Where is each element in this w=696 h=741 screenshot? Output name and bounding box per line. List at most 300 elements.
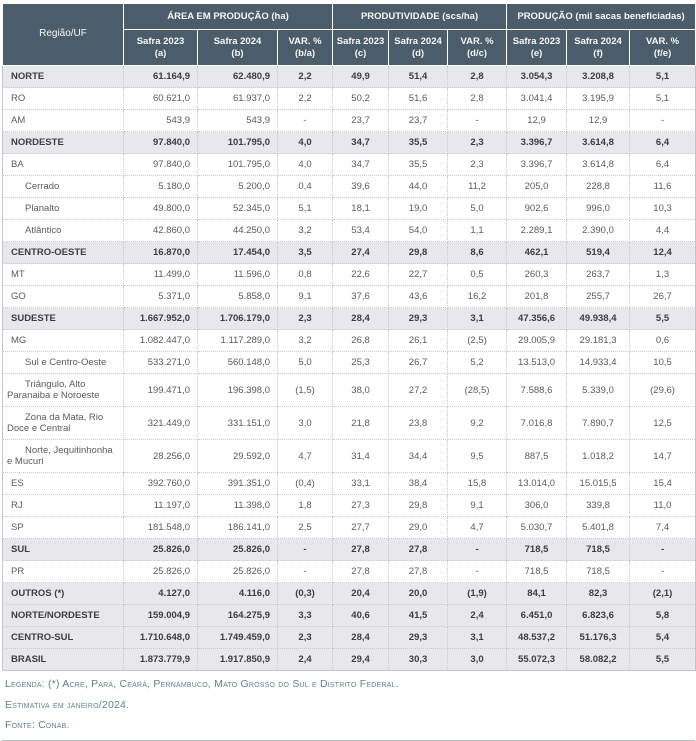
value-cell: 18,1 (333, 198, 389, 220)
value-cell: 718,5 (567, 561, 630, 583)
column-header-0-0: Safra 2023 (a) (124, 30, 198, 66)
value-cell: 40,6 (333, 605, 389, 627)
value-cell: 2,2 (278, 88, 333, 110)
value-cell: 5.858,0 (198, 286, 278, 308)
value-cell: 339,8 (567, 495, 630, 517)
value-cell: 12,4 (630, 242, 696, 264)
row-label: SUDESTE (3, 308, 124, 330)
value-cell: 14.933,4 (567, 352, 630, 374)
value-cell: 29,3 (389, 627, 448, 649)
row-label: Norte, Jequitinhonha e Mucuri (3, 440, 124, 473)
value-cell: 22,7 (389, 264, 448, 286)
table-row (3, 473, 696, 495)
value-cell: - (448, 539, 507, 561)
value-cell: 5.371,0 (124, 286, 198, 308)
value-cell: 25.826,0 (124, 539, 198, 561)
value-cell: 26,7 (389, 352, 448, 374)
column-header-0-2: VAR. % (b/a) (278, 30, 333, 66)
value-cell: 22,6 (333, 264, 389, 286)
value-cell: 543,9 (124, 110, 198, 132)
table-row (3, 176, 696, 198)
value-cell: 27,8 (333, 539, 389, 561)
value-cell: 101.795,0 (198, 132, 278, 154)
value-cell: 391.351,0 (198, 473, 278, 495)
value-cell: 14,7 (630, 440, 696, 473)
value-cell: 23,7 (333, 110, 389, 132)
value-cell: - (278, 561, 333, 583)
value-cell: 181.548,0 (124, 517, 198, 539)
column-header-1-2: VAR. % (d/c) (448, 30, 507, 66)
value-cell: 2.390,0 (567, 220, 630, 242)
value-cell: 28.256,0 (124, 440, 198, 473)
value-cell: 23,7 (389, 110, 448, 132)
value-cell: 4,4 (630, 220, 696, 242)
value-cell: 0,4 (278, 176, 333, 198)
value-cell: - (630, 561, 696, 583)
table-row (3, 110, 696, 132)
value-cell: 1.917.850,9 (198, 649, 278, 671)
value-cell: 27,7 (333, 517, 389, 539)
estimate-note: Estimativa em janeiro/2024. (5, 698, 130, 711)
value-cell: 82,3 (567, 583, 630, 605)
value-cell: 30,3 (389, 649, 448, 671)
value-cell: 3.208,8 (567, 66, 630, 88)
value-cell: 4,7 (448, 517, 507, 539)
value-cell: 3,0 (278, 407, 333, 440)
value-cell: 10,5 (630, 352, 696, 374)
value-cell: 29,3 (389, 308, 448, 330)
table-row (3, 495, 696, 517)
value-cell: 1.706.179,0 (198, 308, 278, 330)
value-cell: 7.588,6 (507, 374, 567, 407)
row-label: SP (3, 517, 124, 539)
value-cell: 5,2 (448, 352, 507, 374)
table-row (3, 154, 696, 176)
value-cell: 718,5 (567, 539, 630, 561)
value-cell: 34,7 (333, 132, 389, 154)
value-cell: 5.401,8 (567, 517, 630, 539)
table-row (3, 407, 696, 440)
row-label: RJ (3, 495, 124, 517)
value-cell: - (630, 539, 696, 561)
value-cell: 11.197,0 (124, 495, 198, 517)
value-cell: 28,4 (333, 627, 389, 649)
value-cell: 718,5 (507, 539, 567, 561)
value-cell: 3.041,4 (507, 88, 567, 110)
value-cell: 255,7 (567, 286, 630, 308)
value-cell: 10,3 (630, 198, 696, 220)
value-cell: 7.890,7 (567, 407, 630, 440)
value-cell: 34,7 (333, 154, 389, 176)
coffee-production-table (2, 3, 696, 671)
value-cell: 42.860,0 (124, 220, 198, 242)
value-cell: 3.396,7 (507, 132, 567, 154)
value-cell: 5.200,0 (198, 176, 278, 198)
value-cell: 4.127,0 (124, 583, 198, 605)
value-cell: 196.398,0 (198, 374, 278, 407)
value-cell: 2,4 (448, 605, 507, 627)
value-cell: 49.938,4 (567, 308, 630, 330)
value-cell: 6.451,0 (507, 605, 567, 627)
value-cell: 33,1 (333, 473, 389, 495)
value-cell: (0,3) (278, 583, 333, 605)
value-cell: 16,2 (448, 286, 507, 308)
row-label: ES (3, 473, 124, 495)
value-cell: 2,5 (278, 517, 333, 539)
value-cell: 199.471,0 (124, 374, 198, 407)
value-cell: 9,5 (448, 440, 507, 473)
value-cell: - (278, 539, 333, 561)
value-cell: 201,8 (507, 286, 567, 308)
value-cell: (2,1) (630, 583, 696, 605)
value-cell: 51.176,3 (567, 627, 630, 649)
table-row (3, 374, 696, 407)
value-cell: 35,5 (389, 132, 448, 154)
table-row (3, 627, 696, 649)
value-cell: 0,5 (448, 264, 507, 286)
row-label: GO (3, 286, 124, 308)
column-header-2-0: Safra 2023 (e) (507, 30, 567, 66)
source-note: Fonte: Conab. (5, 719, 70, 732)
value-cell: 1,1 (448, 220, 507, 242)
group-header-production: PRODUÇÃO (mil sacas beneficiadas) (507, 4, 696, 30)
value-cell: 3,0 (448, 649, 507, 671)
value-cell: (29,6) (630, 374, 696, 407)
row-label: NORDESTE (3, 132, 124, 154)
value-cell: 560.148,0 (198, 352, 278, 374)
value-cell: 5.030,7 (507, 517, 567, 539)
row-label: BRASIL (3, 649, 124, 671)
value-cell: (1,9) (448, 583, 507, 605)
value-cell: 996,0 (567, 198, 630, 220)
value-cell: 260,3 (507, 264, 567, 286)
table-footnotes (5, 678, 695, 733)
row-label: Triângulo, Alto Paranaiba e Noroeste (3, 374, 124, 407)
value-cell: 1.117.289,0 (198, 330, 278, 352)
value-cell: 4,0 (278, 154, 333, 176)
value-cell: 52.345,0 (198, 198, 278, 220)
table-row (3, 132, 696, 154)
value-cell: 2,4 (278, 649, 333, 671)
value-cell: 9,2 (448, 407, 507, 440)
value-cell: 47.356,6 (507, 308, 567, 330)
value-cell: 20,4 (333, 583, 389, 605)
value-cell: 4,0 (278, 132, 333, 154)
value-cell: 718,5 (507, 561, 567, 583)
value-cell: 38,4 (389, 473, 448, 495)
value-cell: 97.840,0 (124, 132, 198, 154)
table-row (3, 198, 696, 220)
value-cell: 20,0 (389, 583, 448, 605)
value-cell: 38,0 (333, 374, 389, 407)
value-cell: 3,1 (448, 627, 507, 649)
value-cell: 62.480,9 (198, 66, 278, 88)
value-cell: 15,8 (448, 473, 507, 495)
value-cell: 54,0 (389, 220, 448, 242)
column-header-2-2: VAR. % (f/e) (630, 30, 696, 66)
value-cell: 49.800,0 (124, 198, 198, 220)
table-row (3, 583, 696, 605)
table-row (3, 66, 696, 88)
value-cell: 321.449,0 (124, 407, 198, 440)
value-cell: 0,8 (278, 264, 333, 286)
value-cell: 3,2 (278, 220, 333, 242)
table-row (3, 561, 696, 583)
value-cell: 13.513,0 (507, 352, 567, 374)
table-row (3, 220, 696, 242)
value-cell: 43,6 (389, 286, 448, 308)
value-cell: 3,1 (448, 308, 507, 330)
value-cell: 55.072,3 (507, 649, 567, 671)
value-cell: 5.339,0 (567, 374, 630, 407)
value-cell: 27,4 (333, 242, 389, 264)
value-cell: 5,1 (278, 198, 333, 220)
value-cell: 205,0 (507, 176, 567, 198)
table-row (3, 352, 696, 374)
value-cell: 27,8 (389, 561, 448, 583)
value-cell: 48.537,2 (507, 627, 567, 649)
value-cell: 1.873.779,9 (124, 649, 198, 671)
value-cell: 13.014,0 (507, 473, 567, 495)
value-cell: 3.396,7 (507, 154, 567, 176)
value-cell: 2,8 (448, 88, 507, 110)
row-label: Atlântico (3, 220, 124, 242)
value-cell: 39,6 (333, 176, 389, 198)
group-header-productivity: PRODUTIVIDADE (scs/ha) (333, 4, 507, 30)
value-cell: 26,7 (630, 286, 696, 308)
value-cell: 15.015,5 (567, 473, 630, 495)
value-cell: 6,4 (630, 154, 696, 176)
value-cell: 5,4 (630, 627, 696, 649)
value-cell: 15,4 (630, 473, 696, 495)
table-row (3, 605, 696, 627)
row-label: NORTE (3, 66, 124, 88)
value-cell: 2,3 (448, 154, 507, 176)
value-cell: 3,5 (278, 242, 333, 264)
value-cell: 164.275,9 (198, 605, 278, 627)
table-header (3, 4, 696, 66)
value-cell: 2,8 (448, 66, 507, 88)
value-cell: 5,5 (630, 308, 696, 330)
value-cell: 887,5 (507, 440, 567, 473)
row-label: NORTE/NORDESTE (3, 605, 124, 627)
value-cell: 34,4 (389, 440, 448, 473)
value-cell: 159.004,9 (124, 605, 198, 627)
value-cell: 84,1 (507, 583, 567, 605)
value-cell: 3,2 (278, 330, 333, 352)
value-cell: 29,8 (389, 495, 448, 517)
value-cell: 44.250,0 (198, 220, 278, 242)
row-label: RO (3, 88, 124, 110)
value-cell: 5,1 (630, 66, 696, 88)
value-cell: 331.151,0 (198, 407, 278, 440)
value-cell: 28,4 (333, 308, 389, 330)
value-cell: 44,0 (389, 176, 448, 198)
value-cell: - (278, 110, 333, 132)
table-row (3, 539, 696, 561)
value-cell: 1,8 (278, 495, 333, 517)
value-cell: 5,0 (278, 352, 333, 374)
value-cell: 50,2 (333, 88, 389, 110)
value-cell: 23,8 (389, 407, 448, 440)
value-cell: 12,9 (567, 110, 630, 132)
value-cell: - (448, 561, 507, 583)
value-cell: 1.018,2 (567, 440, 630, 473)
value-cell: 462,1 (507, 242, 567, 264)
row-label: CENTRO-OESTE (3, 242, 124, 264)
value-cell: 186.141,0 (198, 517, 278, 539)
value-cell: 3.195,9 (567, 88, 630, 110)
value-cell: 29.005,9 (507, 330, 567, 352)
value-cell: 21,8 (333, 407, 389, 440)
value-cell: 228,8 (567, 176, 630, 198)
value-cell: 16.870,0 (124, 242, 198, 264)
table-row (3, 88, 696, 110)
table-row (3, 286, 696, 308)
value-cell: 29.592,0 (198, 440, 278, 473)
row-label: Planalto (3, 198, 124, 220)
column-header-1-1: Safra 2024 (d) (389, 30, 448, 66)
value-cell: 1.749.459,0 (198, 627, 278, 649)
value-cell: 41,5 (389, 605, 448, 627)
value-cell: 533.271,0 (124, 352, 198, 374)
value-cell: 25.826,0 (124, 561, 198, 583)
value-cell: 5,5 (630, 649, 696, 671)
value-cell: 11,0 (630, 495, 696, 517)
value-cell: 263,7 (567, 264, 630, 286)
value-cell: 17.454,0 (198, 242, 278, 264)
value-cell: 61.937,0 (198, 88, 278, 110)
value-cell: 12,9 (507, 110, 567, 132)
value-cell: 2,3 (278, 308, 333, 330)
table-row (3, 242, 696, 264)
value-cell: 1.082.447,0 (124, 330, 198, 352)
table-row (3, 440, 696, 473)
table-row (3, 308, 696, 330)
value-cell: 11.398,0 (198, 495, 278, 517)
table-row (3, 649, 696, 671)
value-cell: 3.614,8 (567, 132, 630, 154)
row-label: Zona da Mata, Rio Doce e Central (3, 407, 124, 440)
column-header-2-1: Safra 2024 (f) (567, 30, 630, 66)
value-cell: (2,5) (448, 330, 507, 352)
value-cell: 3.614,8 (567, 154, 630, 176)
row-label: MG (3, 330, 124, 352)
value-cell: 519,4 (567, 242, 630, 264)
value-cell: 97.840,0 (124, 154, 198, 176)
column-header-0-1: Safra 2024 (b) (198, 30, 278, 66)
value-cell: 27,3 (333, 495, 389, 517)
value-cell: 51,4 (389, 66, 448, 88)
row-label: SUL (3, 539, 124, 561)
value-cell: 6,4 (630, 132, 696, 154)
value-cell: 25.826,0 (198, 561, 278, 583)
row-label: CENTRO-SUL (3, 627, 124, 649)
value-cell: 29,4 (333, 649, 389, 671)
value-cell: 5,8 (630, 605, 696, 627)
value-cell: 19,0 (389, 198, 448, 220)
group-header-area: ÁREA EM PRODUÇÃO (ha) (124, 4, 333, 30)
value-cell: 1.710.648,0 (124, 627, 198, 649)
value-cell: - (630, 110, 696, 132)
table-row (3, 330, 696, 352)
value-cell: 3.054,3 (507, 66, 567, 88)
value-cell: 2.289,1 (507, 220, 567, 242)
value-cell: 2,2 (278, 66, 333, 88)
value-cell: 9,1 (278, 286, 333, 308)
value-cell: 3,3 (278, 605, 333, 627)
value-cell: 902,6 (507, 198, 567, 220)
value-cell: 543,9 (198, 110, 278, 132)
row-label: PR (3, 561, 124, 583)
column-header-region: Região/UF (3, 4, 124, 66)
value-cell: 6.823,6 (567, 605, 630, 627)
value-cell: 1,3 (630, 264, 696, 286)
value-cell: 2,3 (448, 132, 507, 154)
value-cell: 5,1 (630, 88, 696, 110)
table-body (3, 66, 696, 671)
value-cell: 0,6 (630, 330, 696, 352)
value-cell: 51,6 (389, 88, 448, 110)
value-cell: 53,4 (333, 220, 389, 242)
value-cell: 60.621,0 (124, 88, 198, 110)
value-cell: 58.082,2 (567, 649, 630, 671)
value-cell: 11,6 (630, 176, 696, 198)
value-cell: 11,2 (448, 176, 507, 198)
value-cell: 12,5 (630, 407, 696, 440)
value-cell: 5.180,0 (124, 176, 198, 198)
row-label: BA (3, 154, 124, 176)
value-cell: (1,5) (278, 374, 333, 407)
value-cell: 7,4 (630, 517, 696, 539)
legend-note: Legenda: (*) Acre, Pará, Ceará, Pernambuco, Mato Grosso do Sul e Distrito Federal. (5, 678, 399, 690)
value-cell: 25,3 (333, 352, 389, 374)
value-cell: 27,8 (389, 539, 448, 561)
value-cell: (0,4) (278, 473, 333, 495)
row-label: Cerrado (3, 176, 124, 198)
table-row (3, 517, 696, 539)
value-cell: 9,1 (448, 495, 507, 517)
value-cell: 11.499,0 (124, 264, 198, 286)
value-cell: 29,0 (389, 517, 448, 539)
row-label: Sul e Centro-Oeste (3, 352, 124, 374)
value-cell: 25.826,0 (198, 539, 278, 561)
value-cell: 26,8 (333, 330, 389, 352)
value-cell: - (448, 110, 507, 132)
value-cell: 27,2 (389, 374, 448, 407)
value-cell: 7.016,8 (507, 407, 567, 440)
row-label: MT (3, 264, 124, 286)
value-cell: 4.116,0 (198, 583, 278, 605)
value-cell: 37,6 (333, 286, 389, 308)
value-cell: 49,9 (333, 66, 389, 88)
value-cell: 27,8 (333, 561, 389, 583)
table-row (3, 264, 696, 286)
value-cell: 1.667.952,0 (124, 308, 198, 330)
value-cell: 101.795,0 (198, 154, 278, 176)
value-cell: 4,7 (278, 440, 333, 473)
value-cell: 5,0 (448, 198, 507, 220)
value-cell: (28,5) (448, 374, 507, 407)
value-cell: 8,6 (448, 242, 507, 264)
column-header-1-0: Safra 2023 (c) (333, 30, 389, 66)
value-cell: 35,5 (389, 154, 448, 176)
value-cell: 11.596,0 (198, 264, 278, 286)
value-cell: 61.164,9 (124, 66, 198, 88)
value-cell: 306,0 (507, 495, 567, 517)
value-cell: 29,8 (389, 242, 448, 264)
value-cell: 392.760,0 (124, 473, 198, 495)
